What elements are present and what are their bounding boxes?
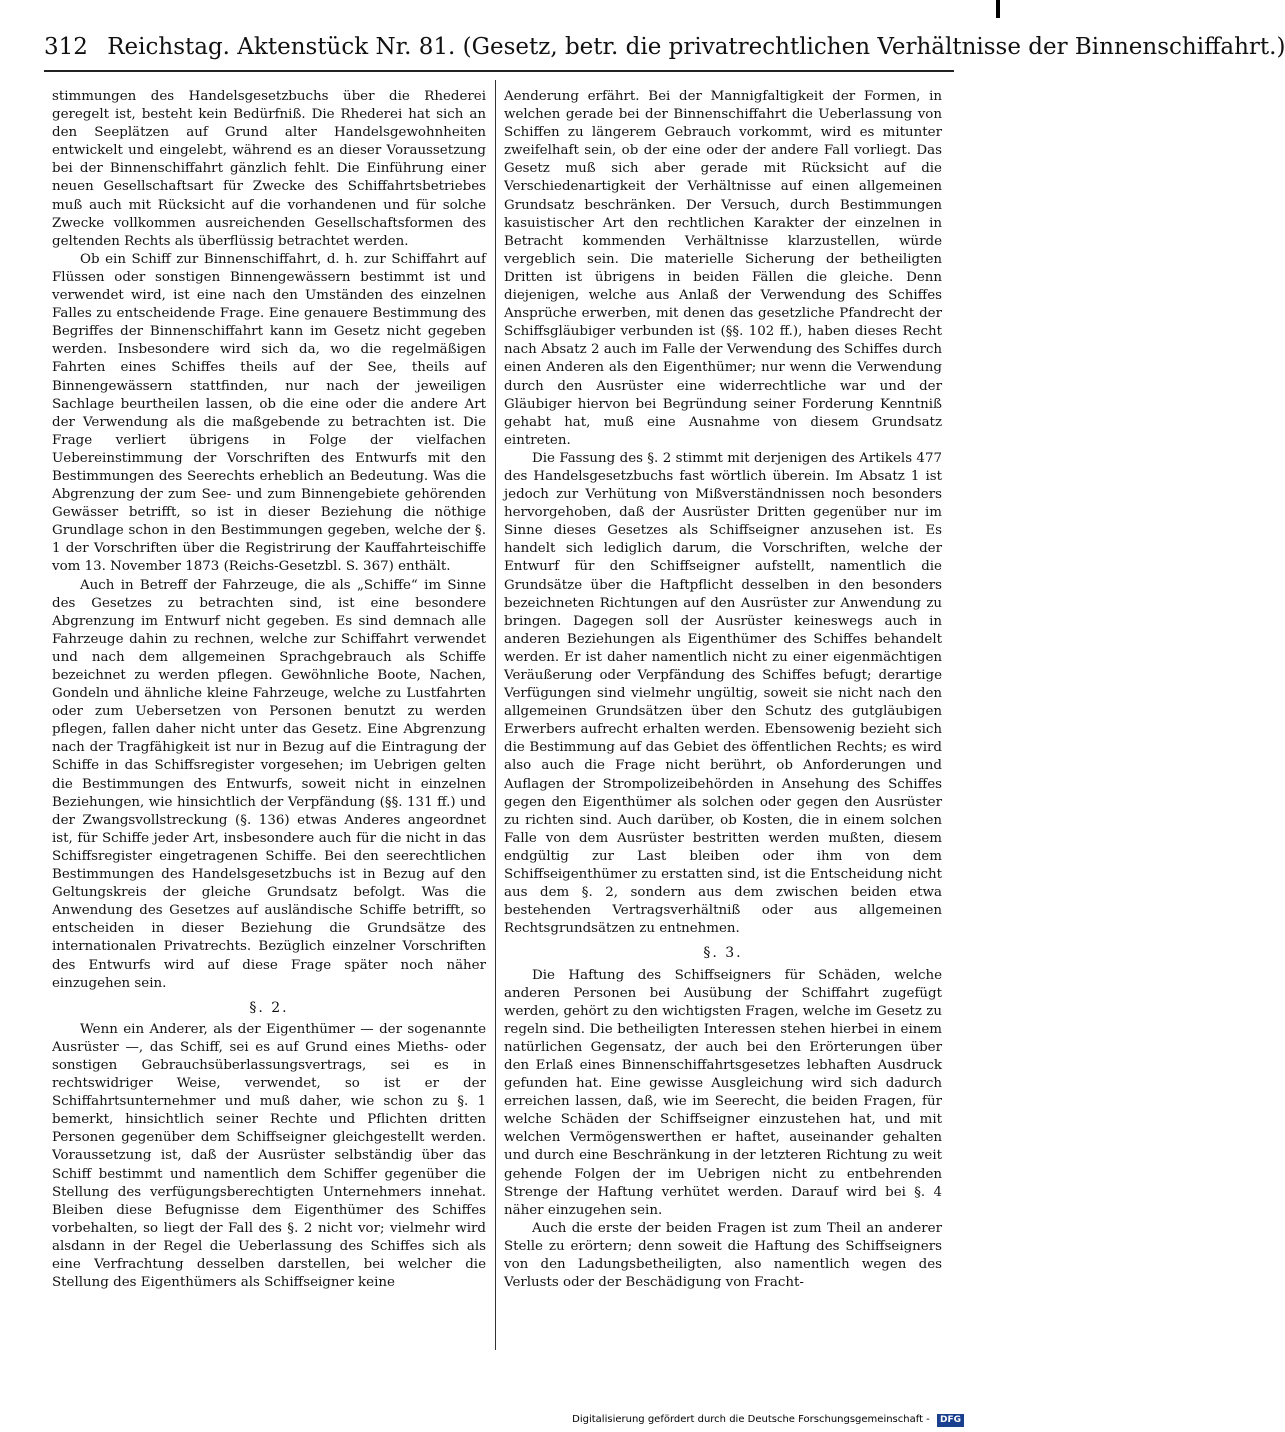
page-number: 312 [44,34,88,60]
dfg-logo: DFG [937,1414,964,1427]
paragraph: stimmungen des Handelsgesetzbuchs über die Rhederei geregelt ist, besteht kein Bedürfniß. Die Rhederei hat sich an den Seeplätzen auf Grund alter Handelsgewohnheiten entwickelt und eingelebt, während es an dieser Voraussetzung bei der Binnenschiffahrt gänzlich fehlt. Die Einführung einer neuen Gesellschaftsart für Zwecke des Schiffahrtsbetriebes muß auch mit Rücksicht auf die vorhandenen und für solche Zwecke vollkommen ausreichenden Gesellschaftsformen des geltenden Rechts als überflüssig betrachtet werden. [52,89,486,249]
column-divider [495,80,496,1350]
paragraph: Ob ein Schiff zur Binnenschiffahrt, d. h. zur Schiffahrt auf Flüssen oder sonstigen Binnengewässern bestimmt ist und verwendet wird, ist eine nach den Umständen des einzelnen Falles zu entscheidende Frage. Eine genauere Bestimmung des Begriffes der Binnenschiffahrt kann im Gesetz nicht gegeben werden. Insbesondere wird sich da, wo die regelmäßigen Fahrten eines Schiffes theils auf der See, theils auf Binnengewässern stattfinden, nur nach der jeweiligen Sachlage beurtheilen lassen, ob die eine oder die andere Art der Verwendung als die maßgebende zu betrachten ist. Die Frage verliert übrigens in Folge der vielfachen Uebereinstimmung der Vorschriften des Entwurfs mit den Bestimmungen des Seerechts erheblich an Bedeutung. Was die Abgrenzung der zum See- und zum Binnengebiete gehörenden Gewässer betrifft, so ist in dieser Beziehung die nöthige Grundlage schon in den Bestimmungen gegeben, welche der §. 1 der Vorschriften über die Registrirung der Kauffahrteischiffe vom 13. November 1873 (Reichs-Gesetzbl. S. 367) enthält. [52,251,486,575]
paragraph: Aenderung erfährt. Bei der Mannigfaltigkeit der Formen, in welchen gerade bei der Binnenschiffahrt die Ueberlassung von Schiffen zu längerem Gebrauch vorkommt, wird es mitunter zweifelhaft sein, ob der eine oder der andere Fall vorliegt. Das Gesetz muß sich aber gerade mit Rücksicht auf die Verschiedenartigkeit der Verhältnisse auf einen allgemeinen Grundsatz beschränken. Der Versuch, durch Bestimmungen kasuistischer Art den rechtlichen Karakter der einzelnen in Betracht kommenden Verhältnisse klarzustellen, würde vergeblich sein. Die materielle Sicherung der betheiligten Dritten ist übrigens in beiden Fällen die gleiche. Denn diejenigen, welche aus Anlaß der Verwendung des Schiffes Ansprüche erwerben, mit denen das gesetzliche Pfandrecht der Schiffsgläubiger verbunden ist (§§. 102 ff.), haben dieses Recht nach Absatz 2 auch im Falle der Verwendung des Schiffes durch einen Anderen als den Eigenthümer; nur wenn die Verwendung durch den Ausrüster eine widerrechtliche war und der Gläubiger hiervon bei Begründung seiner Forderung Kenntniß gehabt hat, muß eine Ausnahme von diesem Grundsatz eintreten. [504,89,942,448]
running-title: Reichstag. Aktenstück Nr. 81. (Gesetz, betr. die privatrechtlichen Verhältnisse der Binnenschiffahrt.) [107,34,1285,60]
paragraph: Die Haftung des Schiffseigners für Schäden, welche anderen Personen bei Ausübung der Schiffahrt zugefügt werden, gehört zu den wichtigsten Fragen, welche im Gesetz zu regeln sind. Die betheiligten Interessen stehen hierbei in einem natürlichen Gegensatz, der auch bei den Erörterungen über den Erlaß eines Binnenschiffahrtsgesetzes lebhaften Ausdruck gefunden hat. Eine gewisse Ausgleichung wird sich dadurch erreichen lassen, daß, wie im Seerecht, die beiden Fragen, für welche Schäden der Schiffseigner einzustehen hat, und mit welchen Vermögenswerthen er haftet, auseinander gehalten und durch eine Beschränkung in der letzteren Richtung zu weit gehende Folgen der im Uebrigen nicht zu entbehrenden Strenge der Haftung verhütet werden. Darauf wird bei §. 4 näher einzugehen sein. [504,967,942,1218]
page-header [44,30,1285,72]
digitization-footer [572,1412,964,1428]
paragraph: Wenn ein Anderer, als der Eigenthümer — der sogenannte Ausrüster —, das Schiff, sei es auf Grund eines Mieths- oder sonstigen Gebrauchsüberlassungsvertrags, sei es in rechtswidriger Weise, verwendet, so ist er der Schiffahrtsunternehmer und muß daher, wie schon zu §. 1 bemerkt, hinsichtlich seiner Rechte und Pflichten dritten Personen gegenüber dem Schiffseigner gleichgestellt werden. Voraussetzung ist, daß der Ausrüster selbständig über das Schiff bestimmt und namentlich dem Schiffer gegenüber die Stellung des verfügungsberechtigten Unternehmers innehat. Bleiben diese Befugnisse dem Eigenthümer des Schiffes vorbehalten, so liegt der Fall des §. 2 nicht vor; vielmehr wird alsdann in der Regel die Ueberlassung des Schiffes sich als eine Verfrachtung desselben darstellen, bei welcher die Stellung des Eigenthümers als Schiffseigner keine [52,1021,486,1291]
section-heading: §. 2. [249,999,289,1016]
scan-edge-mark [996,0,1000,18]
left-column [52,88,486,1292]
paragraph: Auch in Betreff der Fahrzeuge, die als „Schiffe“ im Sinne des Gesetzes zu betrachten sind, ist eine besondere Abgrenzung im Entwurf nicht gegeben. Es sind demnach alle Fahrzeuge dahin zu rechnen, welche zur Schiffahrt verwendet und nach dem allgemeinen Sprachgebrauch als Schiffe bezeichnet zu werden pflegen. Gewöhnliche Boote, Nachen, Gondeln und ähnliche kleine Fahrzeuge, welche zu Lustfahrten oder zum Uebersetzen von Personen benutzt zu werden pflegen, fallen daher nicht unter das Gesetz. Eine Abgrenzung nach der Tragfähigkeit ist nur in Bezug auf die Eintragung der Schiffe in das Schiffsregister vorgesehen; im Uebrigen gelten die Bestimmungen des Entwurfs, soweit nicht in einzelnen Beziehungen, wie hinsichtlich der Verpfändung (§§. 131 ff.) und der Zwangsvollstreckung (§. 136) etwas Anderes angeordnet ist, für Schiffe jeder Art, insbesondere auch für die nicht in das Schiffsregister eingetragenen Schiffe. Bei den seerechtlichen Bestimmungen des Handelsgesetzbuchs ist in Bezug auf den Geltungskreis der gleiche Grundsatz befolgt. Was die Anwendung des Gesetzes auf ausländische Schiffe betrifft, so entscheiden in dieser Beziehung die Grundsätze des internationalen Privatrechts. Bezüglich einzelner Vorschriften des Entwurfs wird auf diese Frage später noch näher einzugehen sein. [52,577,486,991]
right-column [504,88,942,1292]
section-heading: §. 3. [703,945,743,962]
paragraph: Auch die erste der beiden Fragen ist zum Theil an anderer Stelle zu erörtern; denn soweit die Haftung des Schiffseigners von den Ladungsbetheiligten, also namentlich wegen des Verlusts oder der Beschädigung von Fracht- [504,1220,942,1291]
paragraph: Die Fassung des §. 2 stimmt mit derjenigen des Artikels 477 des Handelsgesetzbuchs fast wörtlich überein. Im Absatz 1 ist jedoch zur Verhütung von Mißverständnissen noch besonders hervorgehoben, daß der Ausrüster Dritten gegenüber nur im Sinne dieses Gesetzes als Schiffseigner anzusehen ist. Es handelt sich lediglich darum, die Vorschriften, welche der Entwurf für den Schiffseigner aufstellt, namentlich die Grundsätze über die Haftpflicht desselben in den besonders bezeichneten Richtungen auf den Ausrüster zur Anwendung zu bringen. Dagegen soll der Ausrüster keineswegs auch in anderen Beziehungen als Eigenthümer des Schiffes behandelt werden. Er ist daher namentlich nicht zu einer eigenmächtigen Veräußerung oder Verpfändung des Schiffes befugt; derartige Verfügungen sind vielmehr ungültig, soweit sie nicht nach den allgemeinen Grundsätzen über den Schutz des gutgläubigen Erwerbers aufrecht erhalten werden. Ebensowenig bezieht sich die Bestimmung auf das Gebiet des öffentlichen Rechts; es wird also auch die Frage nicht berührt, ob Anforderungen und Auflagen der Strompolizeibehörden in Ansehung des Schiffes gegen den Eigenthümer als solchen oder gegen den Ausrüster zu richten sind. Auch darüber, ob Kosten, die in einem solchen Falle von dem Ausrüster bestritten werden mußten, diesem endgültig zur Last bleiben oder ihm von dem Schiffseigenthümer zu erstatten sind, ist die Entscheidung nicht aus dem §. 2, sondern aus dem zwischen beiden etwa bestehenden Vertragsverhältniß oder aus allgemeinen Rechtsgrundsätzen zu entnehmen. [504,450,943,937]
footer-text: Digitalisierung gefördert durch die Deutsche Forschungsgemeinschaft - [572,1414,930,1425]
text-columns [44,78,954,1404]
